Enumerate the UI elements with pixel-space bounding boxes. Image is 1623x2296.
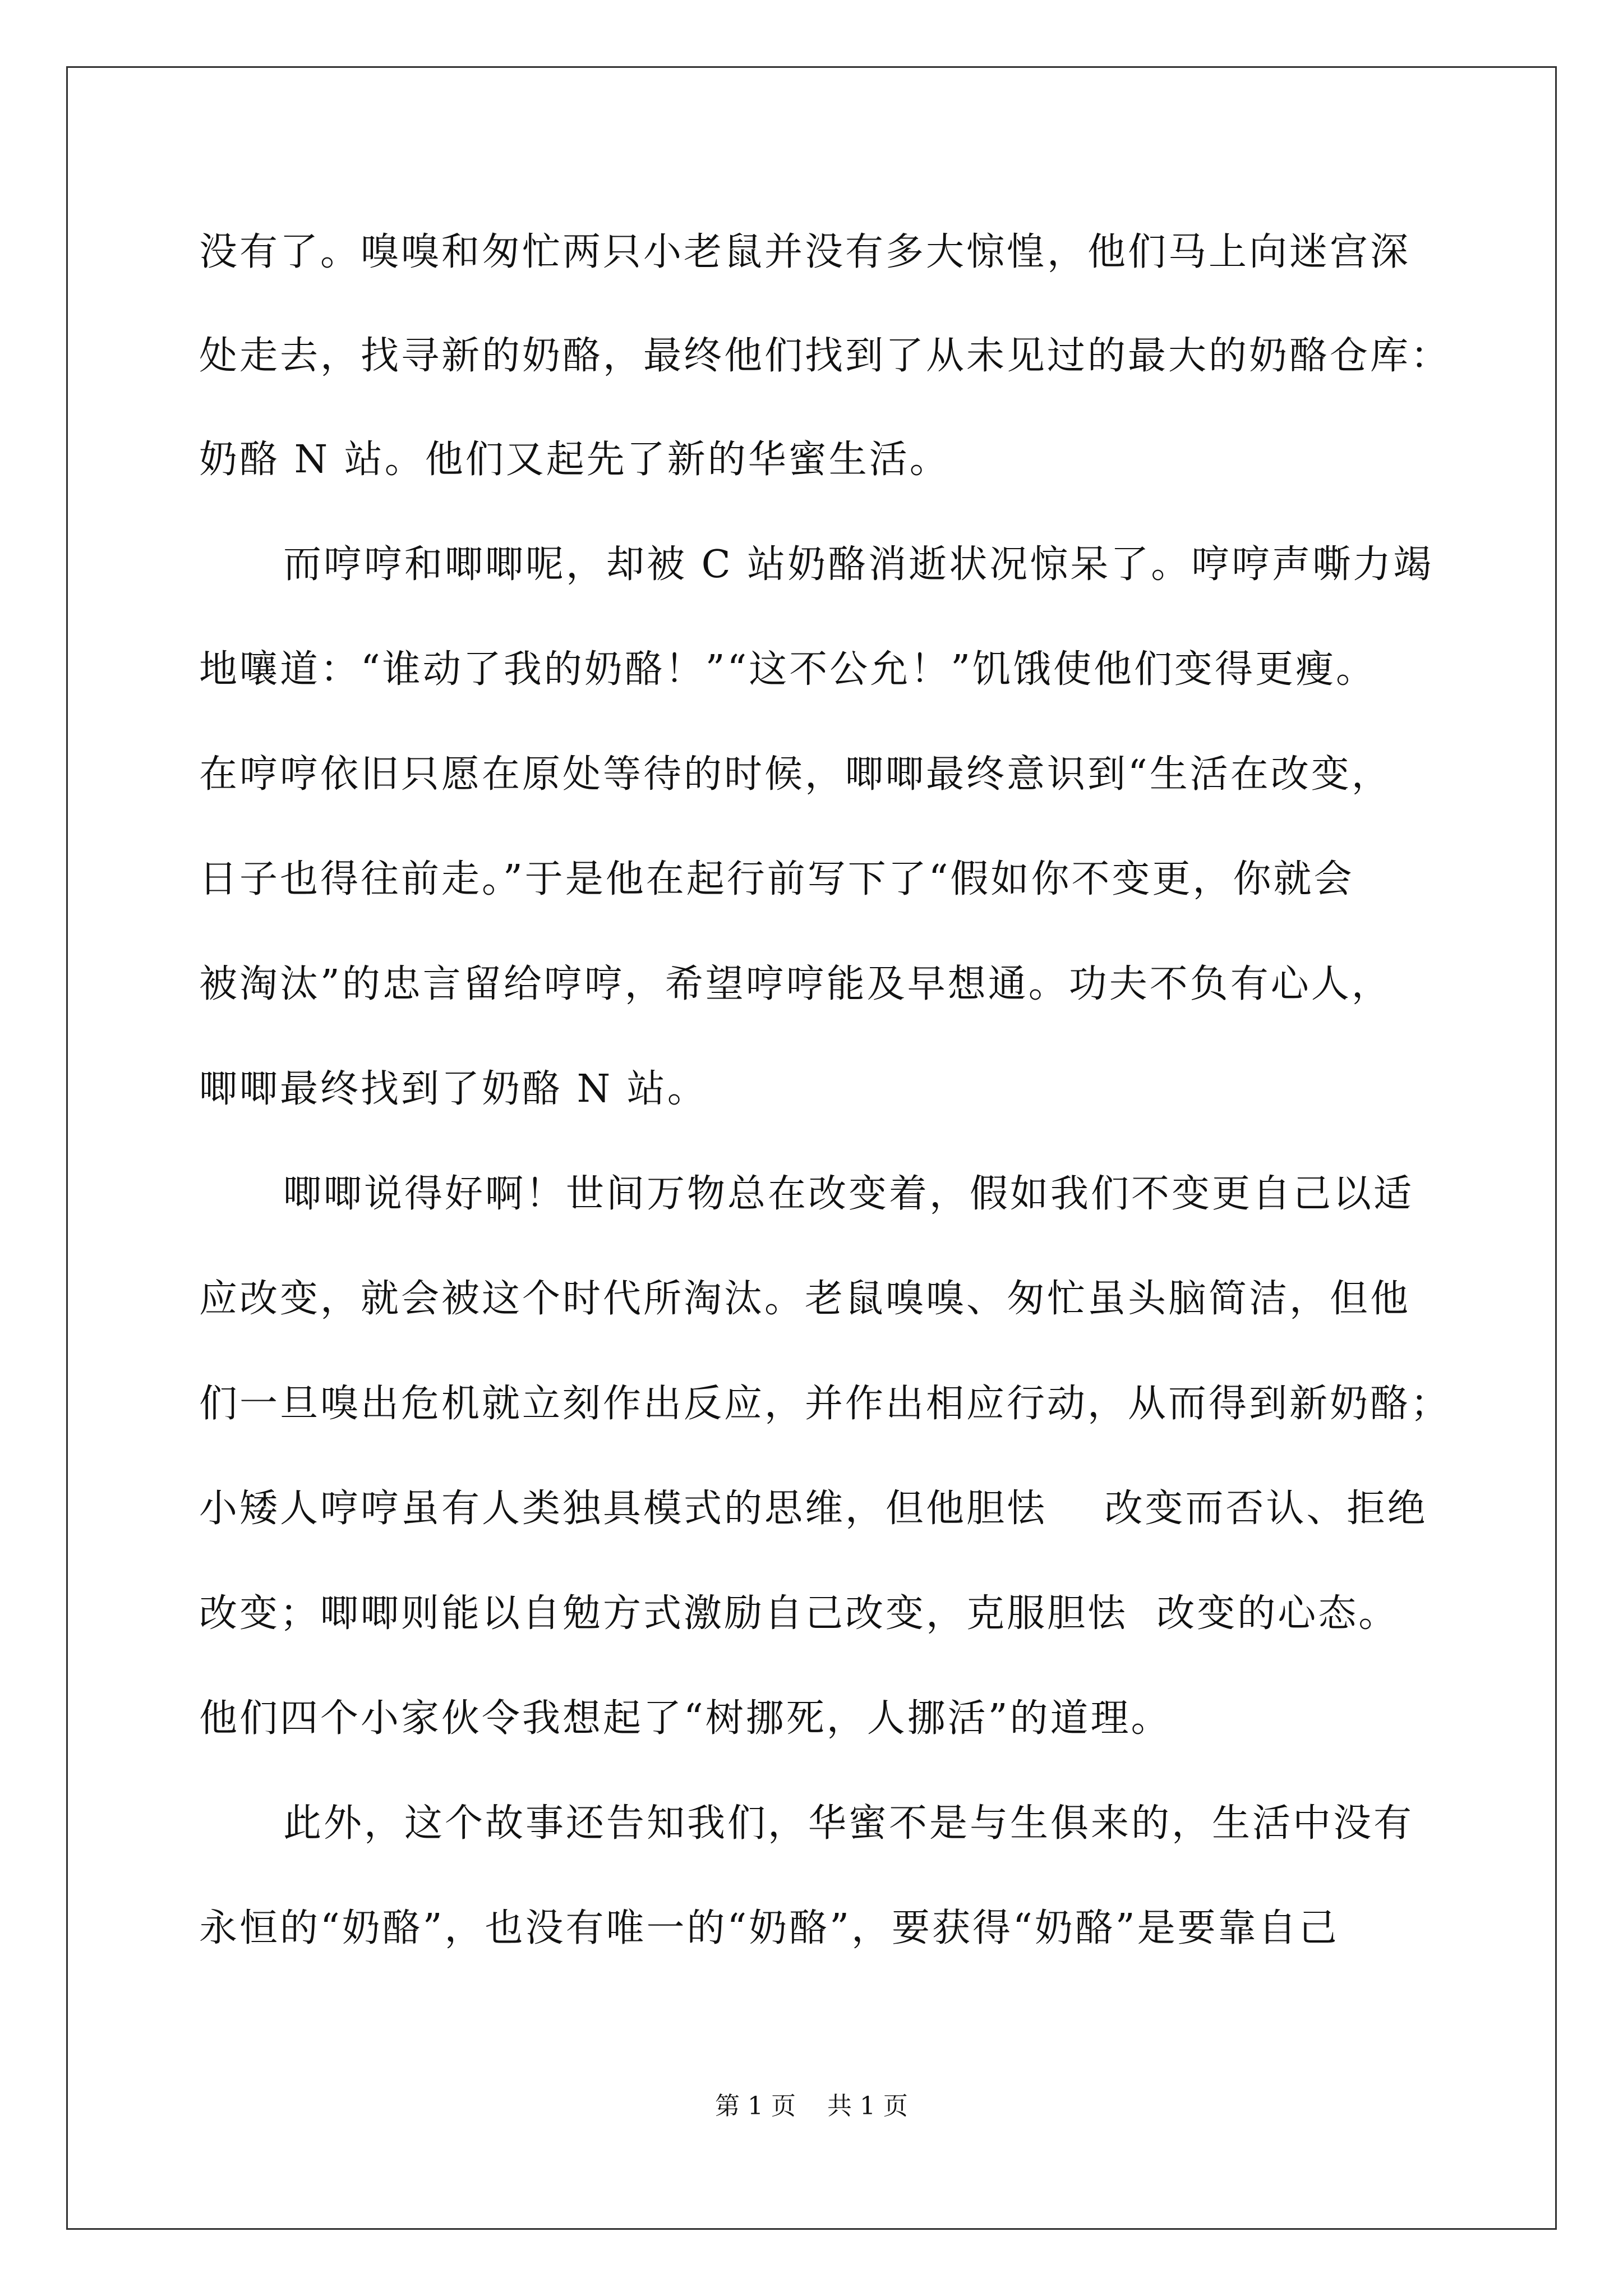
text-line: 永恒的“奶酪”，也没有唯一的“奶酪”，要获得“奶酪”是要靠自己 xyxy=(199,1906,1339,1950)
text-line: 没有了。嗅嗅和匆忙两只小老鼠并没有多大惊惶，他们马上向迷宫深 xyxy=(199,230,1411,274)
text-line: 日子也得往前走。”于是他在起行前写下了“假如你不变更，你就会 xyxy=(199,857,1354,901)
text-line: 被淘汰”的忠言留给哼哼，希望哼哼能及早想通。功夫不负有心人， xyxy=(199,962,1392,1006)
text-line: 此外，这个故事还告知我们，华蜜不是与生俱来的，生活中没有 xyxy=(283,1801,1414,1846)
text-line: 奶酪 N 站。他们又起先了新的华蜜生活。 xyxy=(199,438,950,482)
text-line: 处走去，找寻新的奶酪，最终他们找到了从未见过的最大的奶酪仓库： xyxy=(199,334,1451,378)
text-line: 地嚷道：“谁动了我的奶酪！”“这不公允！”饥饿使他们变得更瘦。 xyxy=(199,647,1377,692)
text-line: 应改变，就会被这个时代所淘汰。老鼠嗅嗅、匆忙虽头脑简洁，但他 xyxy=(199,1277,1411,1321)
page-number-footer: 第 1 页 共 1 页 xyxy=(715,2092,908,2120)
text-line: 唧唧说得好啊！世间万物总在改变着，假如我们不变更自己以适 xyxy=(283,1172,1414,1216)
text-line: 他们四个小家伙令我想起了“树挪死，人挪活”的道理。 xyxy=(199,1696,1172,1741)
text-line: 小矮人哼哼虽有人类独具模式的思维，但他胆怯 改变而否认、拒绝 xyxy=(199,1487,1428,1531)
text-line: 唧唧最终找到了奶酪 N 站。 xyxy=(199,1067,708,1111)
text-line: 而哼哼和唧唧呢，却被 C 站奶酪消逝状况惊呆了。哼哼声嘶力竭 xyxy=(283,542,1434,587)
text-line: 改变；唧唧则能以自勉方式激励自己改变，克服胆怯 改变的心态。 xyxy=(199,1591,1399,1636)
text-line: 在哼哼依旧只愿在原处等待的时候，唧唧最终意识到“生活在改变， xyxy=(199,752,1392,797)
text-line: 们一旦嗅出危机就立刻作出反应，并作出相应行动，从而得到新奶酪； xyxy=(199,1382,1451,1426)
